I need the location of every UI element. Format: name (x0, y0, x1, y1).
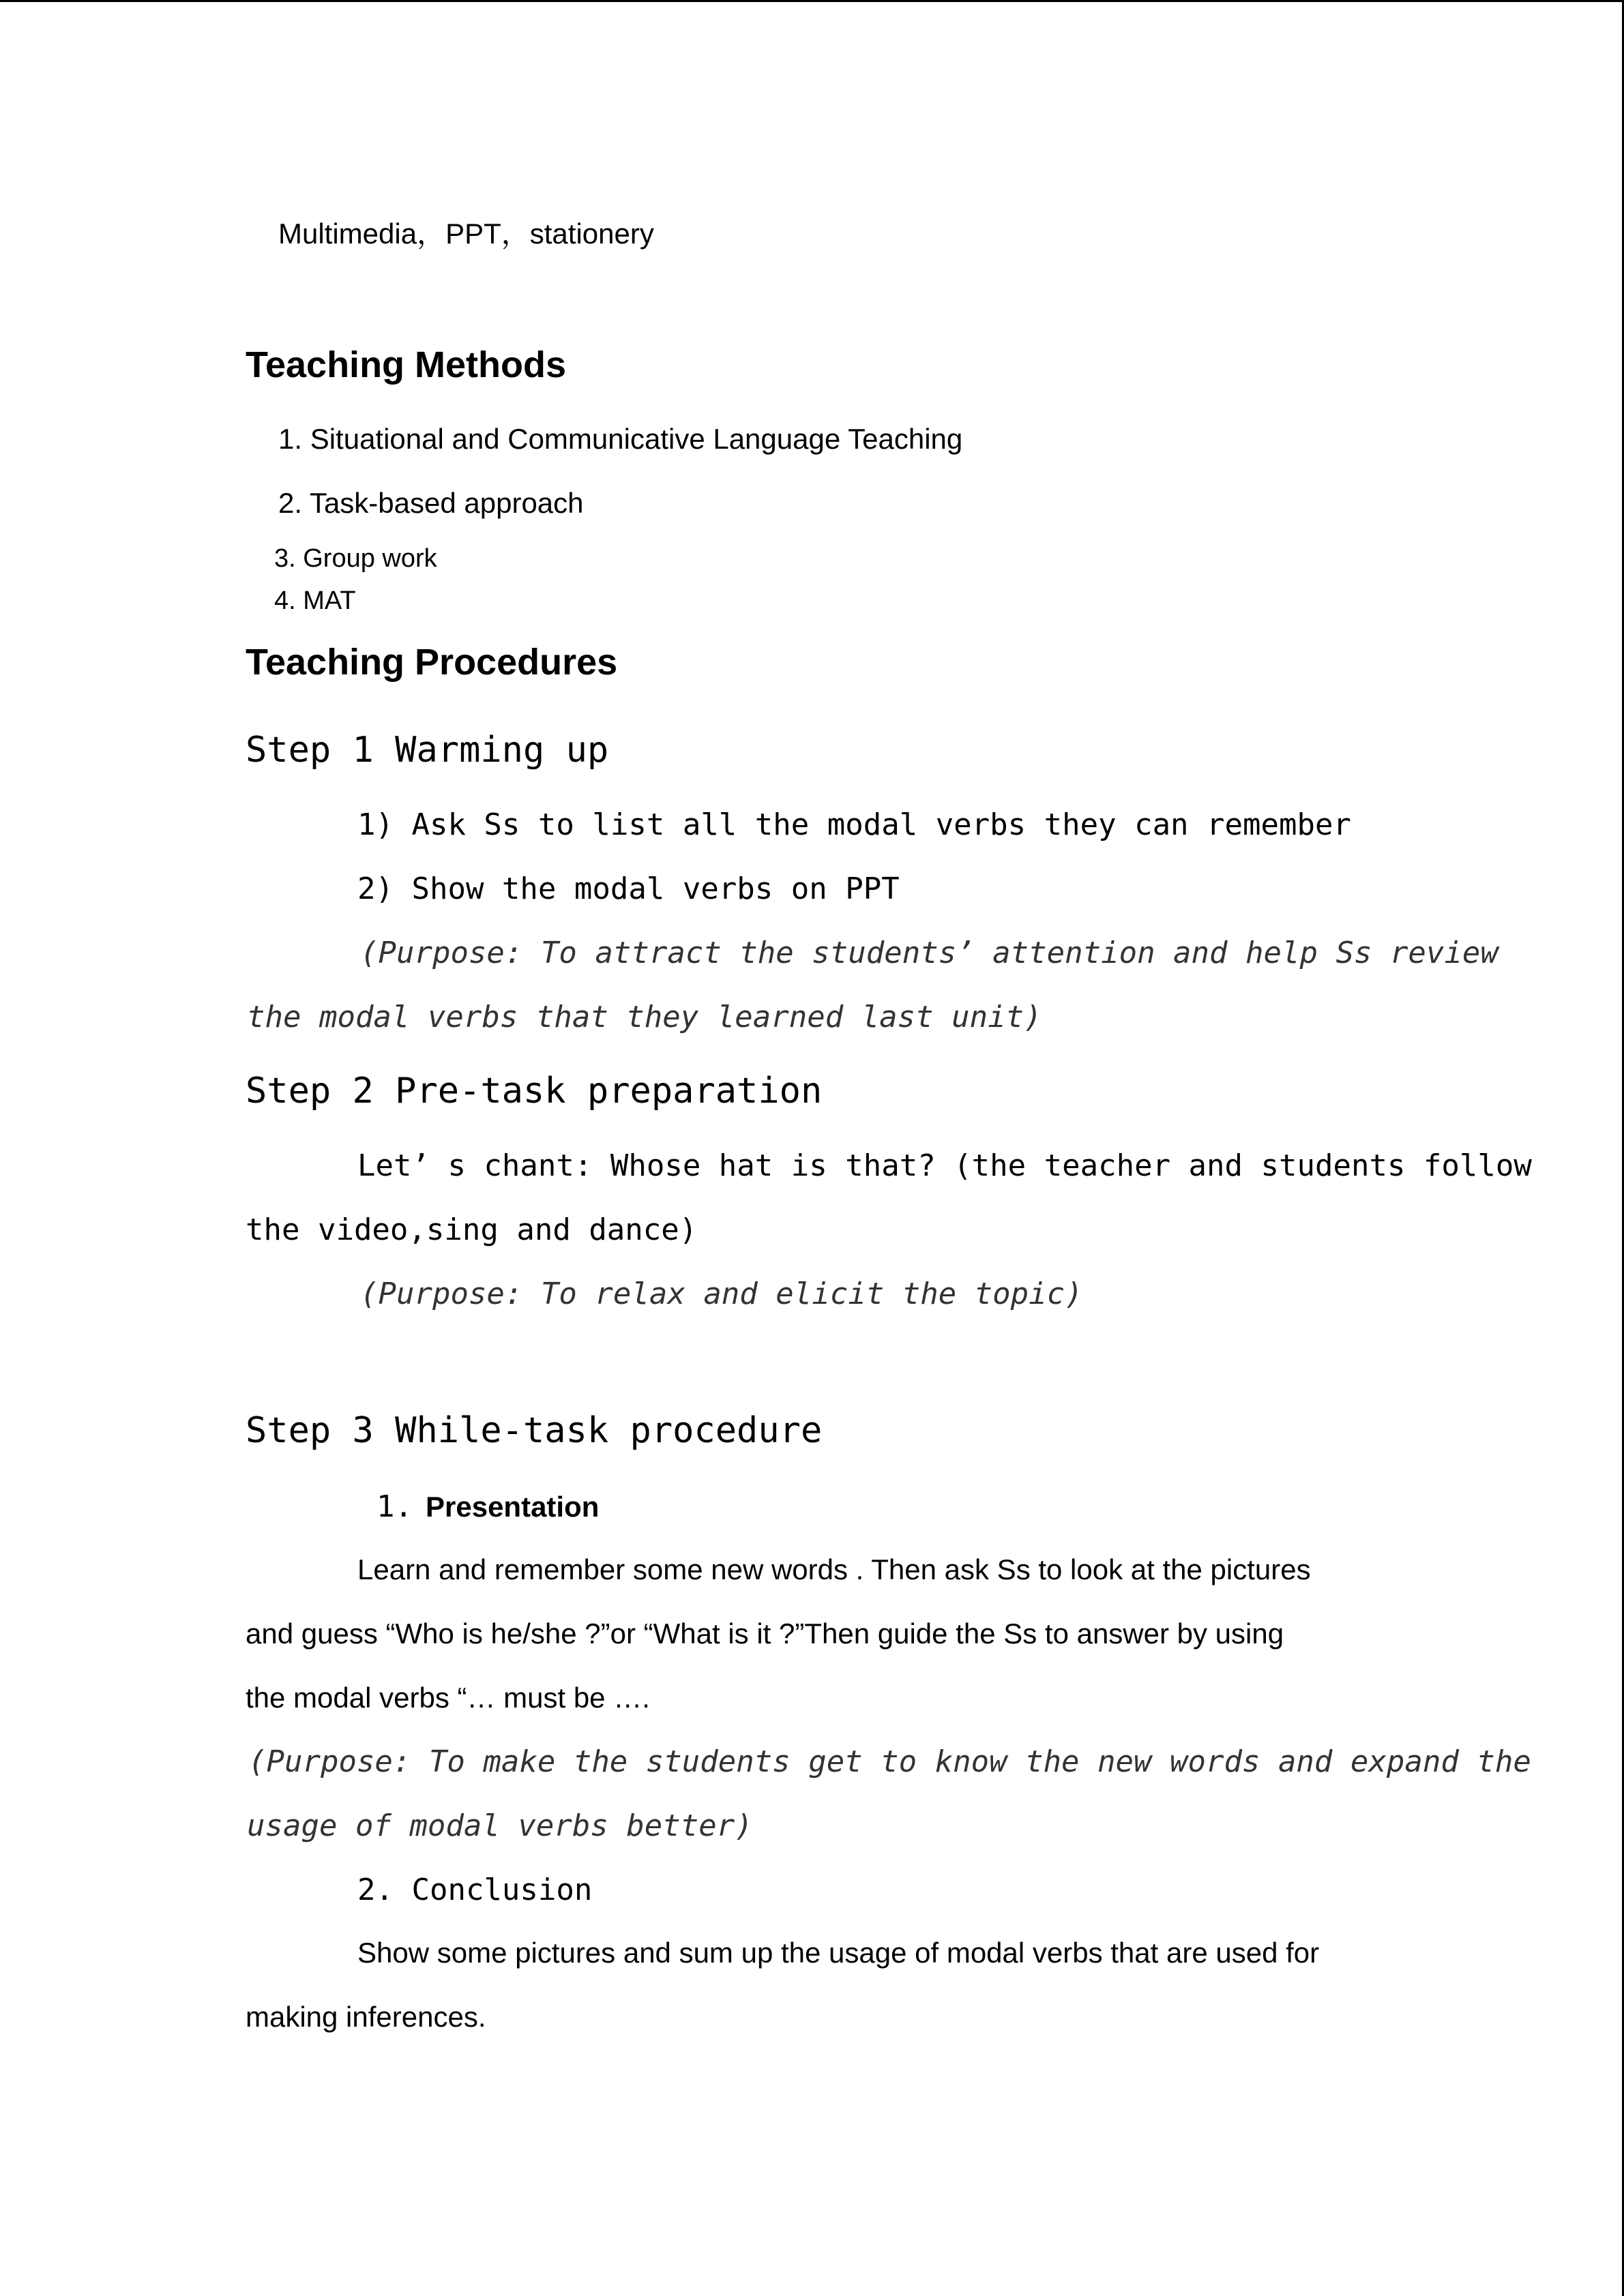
teaching-methods-heading: Teaching Methods (246, 344, 567, 385)
step3-sub2-title: 2. Conclusion (357, 1873, 593, 1907)
step2-text-line2: the video,sing and dance) (246, 1212, 698, 1247)
step3-sub1-number: 1. (377, 1489, 413, 1524)
step3-purpose-line1: (Purpose: To make the students get to know the new words and expand the (248, 1744, 1531, 1779)
step3-sub1-line2: and guess “Who is he/she ?”or “What is it ?”Then guide the Ss to answer by using (246, 1617, 1284, 1650)
step3-sub2-line2: making inferences. (246, 2001, 486, 2033)
method-item-3: 3. Group work (274, 544, 437, 573)
teaching-materials-text: Multimedia，PPT，stationery (278, 218, 654, 250)
step1-title: Step 1 Warming up (246, 730, 609, 771)
step3-purpose-line2: usage of modal verbs better) (247, 1808, 753, 1843)
step3-sub2-line1: Show some pictures and sum up the usage of modal verbs that are used for (357, 1937, 1320, 1969)
step2-purpose: (Purpose: To relax and elicit the topic) (360, 1277, 1083, 1311)
step3-sub1-line3: the modal verbs “… must be …. (246, 1682, 650, 1714)
step2-title: Step 2 Pre-task preparation (246, 1071, 823, 1112)
step1-item-2: 2) Show the modal verbs on PPT (357, 871, 900, 906)
method-item-4: 4. MAT (274, 586, 356, 615)
step2-text-line1: Let’ s chant: Whose hat is that? (the teacher and students follow (357, 1148, 1532, 1183)
step3-title: Step 3 While-task procedure (246, 1410, 823, 1451)
teaching-procedures-heading: Teaching Procedures (246, 642, 618, 683)
step1-purpose-line2: the modal verbs that they learned last unit) (247, 1000, 1042, 1034)
method-item-2: 2. Task-based approach (278, 487, 584, 519)
step1-item-1: 1) Ask Ss to list all the modal verbs they can remember (357, 807, 1351, 842)
step3-sub1-title: Presentation (426, 1491, 600, 1523)
step1-purpose-line1: (Purpose: To attract the students’ attention and help Ss review (360, 936, 1498, 970)
step3-sub1-line1: Learn and remember some new words . Then ask Ss to look at the pictures (357, 1553, 1311, 1585)
page-top-border (0, 0, 1624, 2)
method-item-1: 1. Situational and Communicative Language Teaching (278, 423, 963, 455)
